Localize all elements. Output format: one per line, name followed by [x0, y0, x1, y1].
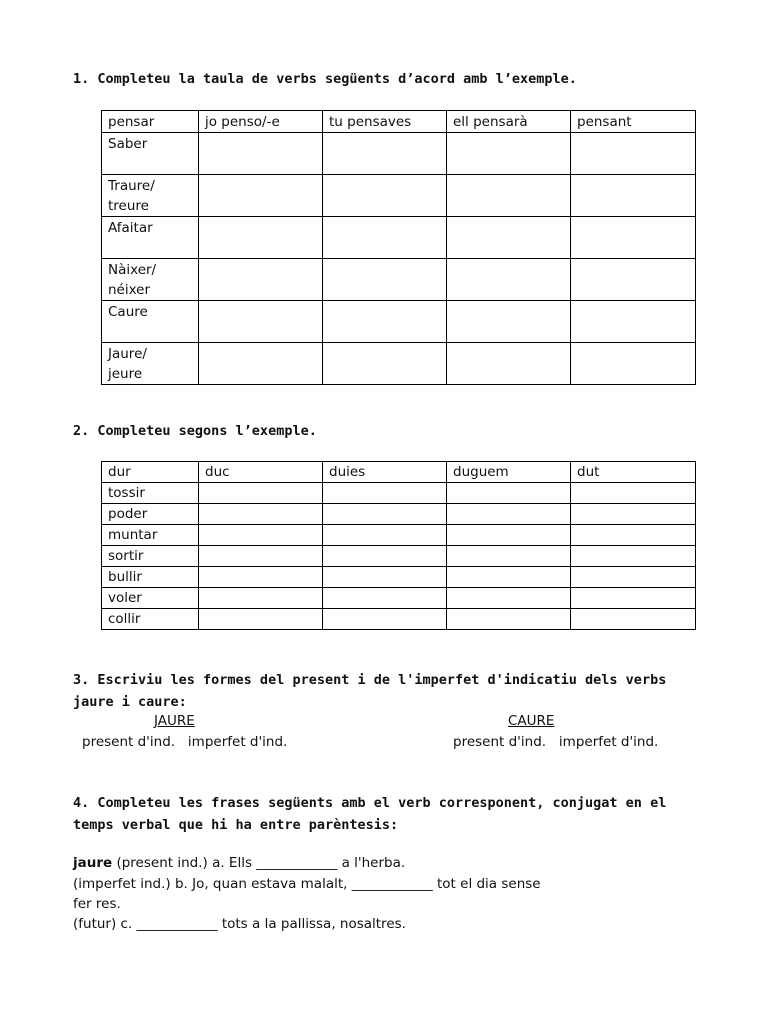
- answer-cell[interactable]: [571, 133, 696, 175]
- verb-cell: [102, 301, 199, 343]
- exercise-1-heading: 1. Completeu la taula de verbs següents d’acord amb l’exemple.: [73, 71, 577, 87]
- answer-cell[interactable]: [323, 483, 447, 504]
- answer-cell[interactable]: [199, 483, 323, 504]
- answer-cell[interactable]: [199, 259, 323, 301]
- answer-cell[interactable]: [447, 525, 571, 546]
- exercise-2-heading: 2. Completeu segons l’exemple.: [73, 423, 317, 439]
- verb-label: Traure/: [108, 178, 155, 194]
- answer-cell[interactable]: [199, 567, 323, 588]
- sentence-c: (futur) c. ____________ tots a la pallissa, nosaltres.: [73, 916, 406, 932]
- answer-cell[interactable]: [571, 525, 696, 546]
- table-row: [102, 546, 696, 567]
- verb-cell: sortir: [102, 546, 199, 567]
- answer-cell[interactable]: [571, 588, 696, 609]
- answer-cell[interactable]: [323, 175, 447, 217]
- verb-cell: [102, 217, 199, 259]
- table-row: [102, 133, 696, 175]
- answer-cell[interactable]: [199, 546, 323, 567]
- verb-cell: poder: [102, 504, 199, 525]
- answer-cell[interactable]: [571, 343, 696, 385]
- jaure-columns: present d'ind. imperfet d'ind.: [82, 734, 288, 750]
- exercise-4-heading: 4. Completeu les frases següents amb el verb corresponent, conjugat en el temps verbal que hi ha entre parèntesis:: [73, 795, 667, 833]
- answer-cell[interactable]: [571, 217, 696, 259]
- answer-cell[interactable]: [323, 588, 447, 609]
- answer-cell[interactable]: [323, 343, 447, 385]
- header-cell: jo penso/-e: [199, 111, 323, 133]
- header-cell: tu pensaves: [323, 111, 447, 133]
- answer-cell[interactable]: [199, 301, 323, 343]
- answer-cell[interactable]: [447, 546, 571, 567]
- caure-title: CAURE: [508, 713, 555, 729]
- table-row: [102, 483, 696, 504]
- verb-label-2: treure: [108, 198, 149, 214]
- answer-cell[interactable]: [323, 609, 447, 630]
- verb-cell: [102, 133, 199, 175]
- answer-cell[interactable]: [199, 588, 323, 609]
- header-cell: duc: [199, 462, 323, 483]
- exercise-3-heading: 3. Escriviu les formes del present i de l'imperfet d'indicatiu dels verbs jaure i caure:: [73, 672, 667, 710]
- table-header-row: [102, 111, 696, 133]
- verb-jaure: jaure: [73, 855, 113, 871]
- table-header-row: [102, 462, 696, 483]
- answer-cell[interactable]: [571, 609, 696, 630]
- answer-cell[interactable]: [571, 504, 696, 525]
- verb-cell: collir: [102, 609, 199, 630]
- verb-cell: [102, 175, 199, 217]
- verb-label: Saber: [108, 136, 148, 152]
- answer-cell[interactable]: [447, 343, 571, 385]
- exercise-1-table: [101, 110, 696, 385]
- sentence-b: (imperfet ind.) b. Jo, quan estava malalt, ____________ tot el dia sense: [73, 876, 541, 892]
- answer-cell[interactable]: [199, 609, 323, 630]
- verb-cell: voler: [102, 588, 199, 609]
- header-cell: ell pensarà: [447, 111, 571, 133]
- verb-label-2: jeure: [108, 366, 143, 382]
- answer-cell[interactable]: [199, 133, 323, 175]
- table-row: [102, 525, 696, 546]
- verb-label: Jaure/: [108, 346, 147, 362]
- answer-cell[interactable]: [571, 483, 696, 504]
- answer-cell[interactable]: [199, 175, 323, 217]
- answer-cell[interactable]: [447, 133, 571, 175]
- answer-cell[interactable]: [323, 504, 447, 525]
- answer-cell[interactable]: [323, 301, 447, 343]
- sentence-b-cont: fer res.: [73, 896, 121, 912]
- answer-cell[interactable]: [447, 504, 571, 525]
- exercise-2-table: [101, 461, 696, 630]
- answer-cell[interactable]: [447, 175, 571, 217]
- answer-cell[interactable]: [447, 301, 571, 343]
- verb-label: Caure: [108, 304, 148, 320]
- sentence-a-text: (present ind.) a. Ells ____________ a l'herba.: [112, 855, 406, 871]
- answer-cell[interactable]: [447, 217, 571, 259]
- answer-cell[interactable]: [571, 301, 696, 343]
- answer-cell[interactable]: [447, 609, 571, 630]
- answer-cell[interactable]: [447, 567, 571, 588]
- answer-cell[interactable]: [323, 567, 447, 588]
- answer-cell[interactable]: [447, 588, 571, 609]
- answer-cell[interactable]: [447, 259, 571, 301]
- table-row: [102, 259, 696, 301]
- table-row: [102, 588, 696, 609]
- answer-cell[interactable]: [323, 259, 447, 301]
- header-cell: pensar: [102, 111, 199, 133]
- answer-cell[interactable]: [199, 525, 323, 546]
- header-cell: duguem: [447, 462, 571, 483]
- table-row: [102, 567, 696, 588]
- verb-cell: tossir: [102, 483, 199, 504]
- verb-label-2: néixer: [108, 282, 151, 298]
- table-row: [102, 504, 696, 525]
- answer-cell[interactable]: [323, 546, 447, 567]
- answer-cell[interactable]: [571, 175, 696, 217]
- verb-label: Afaitar: [108, 220, 153, 236]
- table-row: [102, 175, 696, 217]
- verb-cell: [102, 343, 199, 385]
- answer-cell[interactable]: [323, 217, 447, 259]
- table-row: [102, 609, 696, 630]
- table-row: [102, 301, 696, 343]
- table-row: [102, 343, 696, 385]
- verb-label: Nàixer/: [108, 262, 157, 278]
- answer-cell[interactable]: [571, 259, 696, 301]
- verb-cell: bullir: [102, 567, 199, 588]
- answer-cell[interactable]: [323, 133, 447, 175]
- answer-cell[interactable]: [199, 217, 323, 259]
- header-cell: duies: [323, 462, 447, 483]
- header-cell: dut: [571, 462, 696, 483]
- answer-cell[interactable]: [199, 343, 323, 385]
- table-row: [102, 217, 696, 259]
- jaure-title: JAURE: [154, 713, 195, 729]
- header-cell: dur: [102, 462, 199, 483]
- header-cell: pensant: [571, 111, 696, 133]
- answer-cell[interactable]: [571, 567, 696, 588]
- sentence-a: [73, 853, 405, 873]
- caure-columns: present d'ind. imperfet d'ind.: [453, 734, 659, 750]
- answer-cell[interactable]: [323, 525, 447, 546]
- answer-cell[interactable]: [447, 483, 571, 504]
- verb-cell: [102, 259, 199, 301]
- answer-cell[interactable]: [571, 546, 696, 567]
- answer-cell[interactable]: [199, 504, 323, 525]
- verb-cell: muntar: [102, 525, 199, 546]
